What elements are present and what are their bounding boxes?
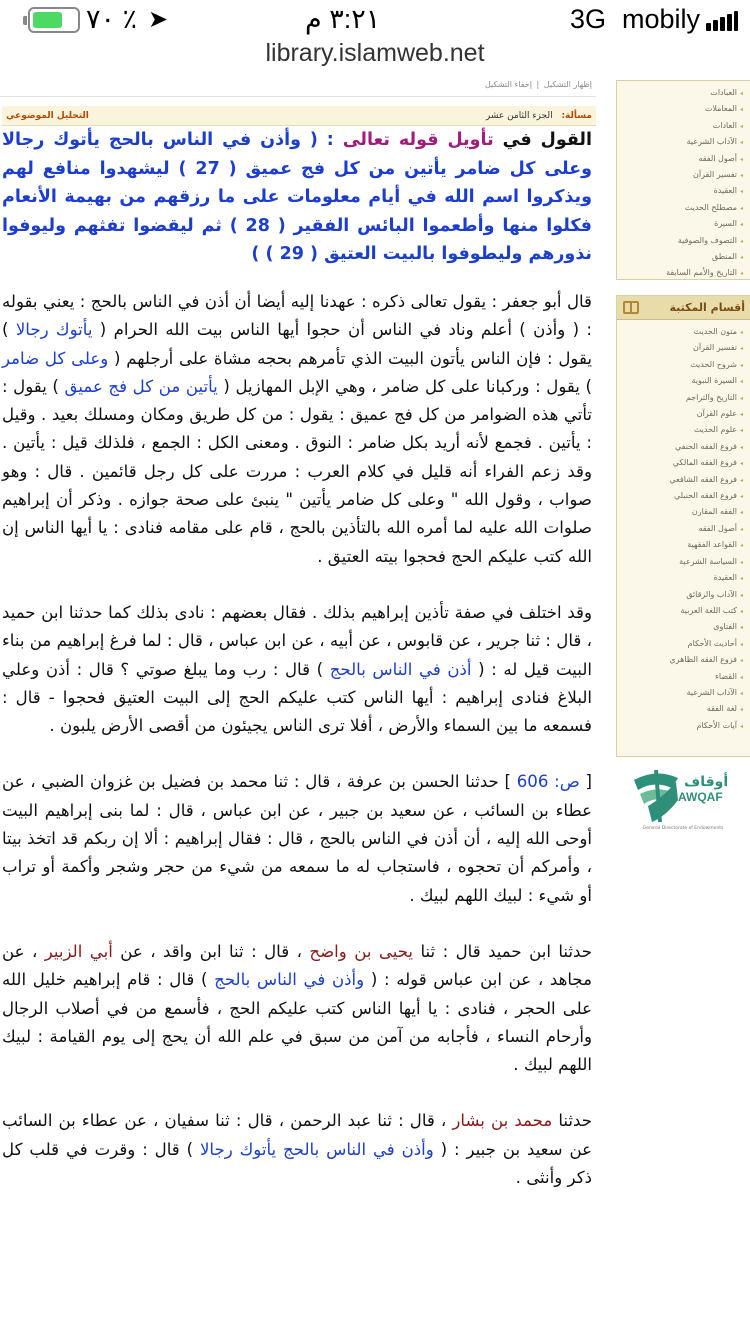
sidebar-section-item[interactable]: ◂ الفقه المقارن: [621, 504, 743, 520]
sidebar: [608, 80, 750, 1334]
sidebar-section-item[interactable]: ◂ علوم القرآن: [621, 406, 743, 422]
library-sections-title: أقسام المكتبة: [669, 301, 745, 314]
main-content: [0, 80, 604, 1334]
content-header: [2, 106, 596, 126]
sidebar-section-item[interactable]: ◂ العقيدة: [621, 570, 743, 586]
sidebar-section-item[interactable]: ◂ كتب اللغة العربية: [621, 603, 743, 619]
sidebar-section-item[interactable]: ◂ فروع الفقه الظاهري: [621, 652, 743, 668]
sidebar-section-item[interactable]: ◂ آيات الأحكام: [621, 718, 743, 734]
sidebar-section-item[interactable]: ◂ لغة الفقه: [621, 701, 743, 717]
sidebar-section-item[interactable]: ◂ السياسة الشرعية: [621, 554, 743, 570]
paragraph: [ ص: 606 ] حدثنا الحسن بن عرفة ، قال : ثنا محمد بن فضيل بن غزوان الضبي ، عن عطاء بن السائب ، عن سعيد بن جبير ، عن ابن عباس ، قال : لما بنى إبراهيم البيت أوحى الله إليه ، أن أذن في الناس بالحج ، قال : فقال إبراهيم : ألا إن ربكم قد اتخذ بيتا ، وأمركم أن تحجوه ، فاستجاب له ما سمعه من شيء من حجر وشجر وأكمة أو تراب أو شيء : لبيك اللهم لبيك .: [2, 772, 593, 905]
sidebar-category-item[interactable]: ◂ مصطلح الحديث: [621, 200, 743, 216]
sidebar-section-item[interactable]: ◂ أحاديث الأحكام: [621, 636, 743, 652]
page-reference[interactable]: ص: 606: [516, 772, 580, 792]
awqaf-logo-sub: General Directorate of Endowments: [642, 826, 724, 831]
tafsir-body: [2, 288, 592, 1220]
narrator-link[interactable]: أبي الزبير: [44, 941, 113, 961]
sidebar-section-item[interactable]: ◂ القضاء: [621, 669, 743, 685]
signal-bars-icon: [706, 11, 738, 31]
categories-box: [616, 80, 750, 280]
paragraph: حدثنا ابن حميد قال : ثنا يحيى بن واضح ، قال : ثنا ابن واقد ، عن أبي الزبير ، عن مجاهد ، عن ابن عباس قوله : ( وأذن في الناس بالحج ) قال : قام إبراهيم خليل الله على الحجر ، فنادى : يا أيها الناس كتب عليكم الحج ، فأسمع من في أصلاب الرجال وأرحام النساء ، فأجابه من آمن من سبق في علم الله أن يحج إلى يوم القيامة : لبيك اللهم لبيك .: [2, 941, 593, 1075]
location-arrow-icon: ➤: [148, 6, 169, 33]
divider: [0, 96, 596, 97]
sidebar-section-item[interactable]: ◂ فروع الفقه المالكي: [621, 455, 743, 471]
sidebar-category-item[interactable]: ◂ الآداب الشرعية: [621, 134, 743, 150]
quran-link[interactable]: يأتوك رجالا: [15, 320, 93, 340]
sidebar-category-item[interactable]: ◂ العبادات: [621, 85, 743, 101]
quran-link[interactable]: وعلى كل ضامر: [2, 348, 109, 368]
sidebar-category-item[interactable]: ◂ السيرة: [621, 216, 743, 232]
awqaf-logo-en: AWQAF: [678, 790, 723, 804]
address-bar[interactable]: library.islamweb.net: [265, 39, 485, 67]
verse-intro-name: تأويل قوله تعالى: [342, 130, 494, 150]
library-sections-box: [616, 295, 750, 757]
sidebar-section-item[interactable]: ◂ فروع الفقه الحنفي: [621, 439, 743, 455]
awqaf-logo-ar: أوقاف: [684, 774, 729, 790]
topic-analysis-link[interactable]: التحليل الموضوعي: [6, 110, 89, 121]
sidebar-section-item[interactable]: ◂ شروح الحديث: [621, 357, 743, 373]
book-icon: [623, 301, 639, 314]
hide-tashkeel-link[interactable]: إخفاء التشكيل: [484, 80, 532, 89]
library-sections-header: [617, 296, 750, 320]
quran-link[interactable]: وأذن في الناس بالحج يأتوك رجالا: [199, 1139, 434, 1159]
quran-link[interactable]: يأتين من كل فج عميق: [64, 376, 218, 396]
paragraph: وقد اختلف في صفة تأذين إبراهيم بذلك . فقال بعضهم : نادى بذلك كما حدثنا ابن حميد ، قال : ثنا جرير ، عن قابوس ، عن أبيه ، عن ابن عباس ، قال : لما فرغ إبراهيم من بناء البيت قيل له : ( أذن في الناس بالحج ) قال : رب وما يبلغ صوتي ؟ قال : أذن وعلي البلاغ فنادى إبراهيم : أيها الناس كتب عليكم الحج إلى البيت العتيق فحجوا - قال : فسمعه ما بين السماء والأرض ، أفلا ترى الناس يجيئون من أقصى الأرض يلبون .: [2, 602, 592, 736]
battery-icon: [28, 7, 80, 33]
status-bar: [0, 0, 750, 40]
clock: ٣:٢١ م: [305, 4, 381, 34]
sidebar-section-item[interactable]: ◂ فروع الفقه الشافعي: [621, 472, 743, 488]
toolbar-separator: |: [536, 80, 540, 89]
narrator-link[interactable]: يحيى بن واضح: [309, 941, 414, 961]
library-sections-list: [617, 320, 750, 734]
carrier-name: mobily: [622, 4, 701, 34]
sidebar-section-item[interactable]: ◂ فروع الفقه الحنبلي: [621, 488, 743, 504]
sidebar-section-item[interactable]: ◂ متون الحديث: [621, 324, 743, 340]
sidebar-section-item[interactable]: ◂ الفتاوى: [621, 619, 743, 635]
quran-link[interactable]: أذن في الناس بالحج: [329, 659, 472, 679]
sidebar-category-item[interactable]: ◂ التاريخ والأمم السابقة: [621, 265, 743, 281]
verse-intro: القول في: [493, 130, 592, 150]
part-label: الجزء الثامن عشر: [485, 110, 553, 121]
sidebar-section-item[interactable]: ◂ تفسير القرآن: [621, 340, 743, 356]
sidebar-category-item[interactable]: ◂ العقيدة: [621, 183, 743, 199]
sidebar-section-item[interactable]: ◂ الآداب والرقائق: [621, 587, 743, 603]
sidebar-category-item[interactable]: ◂ أصول الفقه: [621, 151, 743, 167]
sidebar-section-item[interactable]: ◂ السيرة النبوية: [621, 373, 743, 389]
verse-heading: [2, 126, 592, 269]
narrator-link[interactable]: محمد بن بشار: [452, 1111, 553, 1131]
sidebar-category-item[interactable]: ◂ المنطق: [621, 249, 743, 265]
sidebar-category-item[interactable]: ◂ العادات: [621, 118, 743, 134]
sidebar-section-item[interactable]: ◂ أصول الفقه: [621, 521, 743, 537]
sidebar-category-item[interactable]: ◂ التصوف والصوفية: [621, 233, 743, 249]
categories-list: [617, 81, 750, 282]
question-label[interactable]: مسألة:: [561, 110, 592, 121]
sidebar-section-item[interactable]: ◂ علوم الحديث: [621, 422, 743, 438]
paragraph: قال أبو جعفر : يقول تعالى ذكره : عهدنا إليه أيضا أن أذن في الناس بالحج : يعني بقوله : ( وأذن ) أعلم وناد في الناس أن حجوا أيها الناس بيت الله الحرام ( يأتوك رجالا ) يقول : فإن الناس يأتون البيت الذي تأمرهم بحجه مشاة على أرجلهم ( وعلى كل ضامر ) يقول : وركبانا على كل ضامر ، وهي الإبل المهازيل ( يأتين من كل فج عميق ) يقول : تأتي هذه الضوامر من كل فج عميق : يقول : من كل طريق ومكان ومسلك بعيد . وقيل : يأتين . فجمع لأنه أريد بكل ضامر : النوق . ومعنى الكل : الجمع ، فلذلك قيل : يأتين . وقد زعم الفراء أنه قليل في كلام العرب : مررت على كل رجل قائمين . قال : وهو صواب ، وقول الله " وعلى كل ضامر يأتين " ينبئ على صحة جوازه . وذكر أن إبراهيم صلوات الله عليه لما أمره الله بالتأذين بالحج ، قام على مقامه فنادى : يا أيها الناس إن الله كتب عليكم الحج فحجوا بيته العتيق .: [2, 292, 593, 566]
show-tashkeel-link[interactable]: إظهار التشكيل: [543, 80, 592, 89]
paragraph: حدثنا محمد بن بشار ، قال : ثنا عبد الرحمن ، قال : ثنا سفيان ، عن عطاء بن السائب عن سعيد بن جبير : ( وأذن في الناس بالحج يأتوك رجالا ) قال : وقرت في قلب كل ذكر وأنثى .: [2, 1111, 592, 1188]
verse-text: : ( وأذن في الناس بالحج يأتوك رجالا وعلى كل ضامر يأتين من كل فج عميق ( 27 ) ليشهدوا منافع لهم ويذكروا اسم الله في أيام معلومات على ما رزقهم من بهيمة الأنعام فكلوا منها وأطعموا البائس الفقير ( 28 ) ثم ليقضوا تفثهم وليوفوا نذورهم وليطوفوا بالبيت العتيق ( 29 ) ): [2, 130, 592, 264]
network-type: 3G: [570, 4, 607, 34]
sidebar-section-item[interactable]: ◂ التاريخ والتراجم: [621, 390, 743, 406]
sidebar-section-item[interactable]: ◂ القواعد الفقهية: [621, 537, 743, 553]
quran-link[interactable]: وأذن في الناس بالحج: [214, 970, 365, 990]
battery-percent: ٪ ٧٠: [86, 4, 138, 34]
sidebar-category-item[interactable]: ◂ تفسير القرآن: [621, 167, 743, 183]
web-page: [0, 80, 750, 1334]
sidebar-section-item[interactable]: ◂ الآداب الشرعية: [621, 685, 743, 701]
awqaf-logo[interactable]: [626, 760, 736, 850]
tashkeel-toolbar: [483, 80, 592, 89]
sidebar-category-item[interactable]: ◂ المعاملات: [621, 101, 743, 117]
